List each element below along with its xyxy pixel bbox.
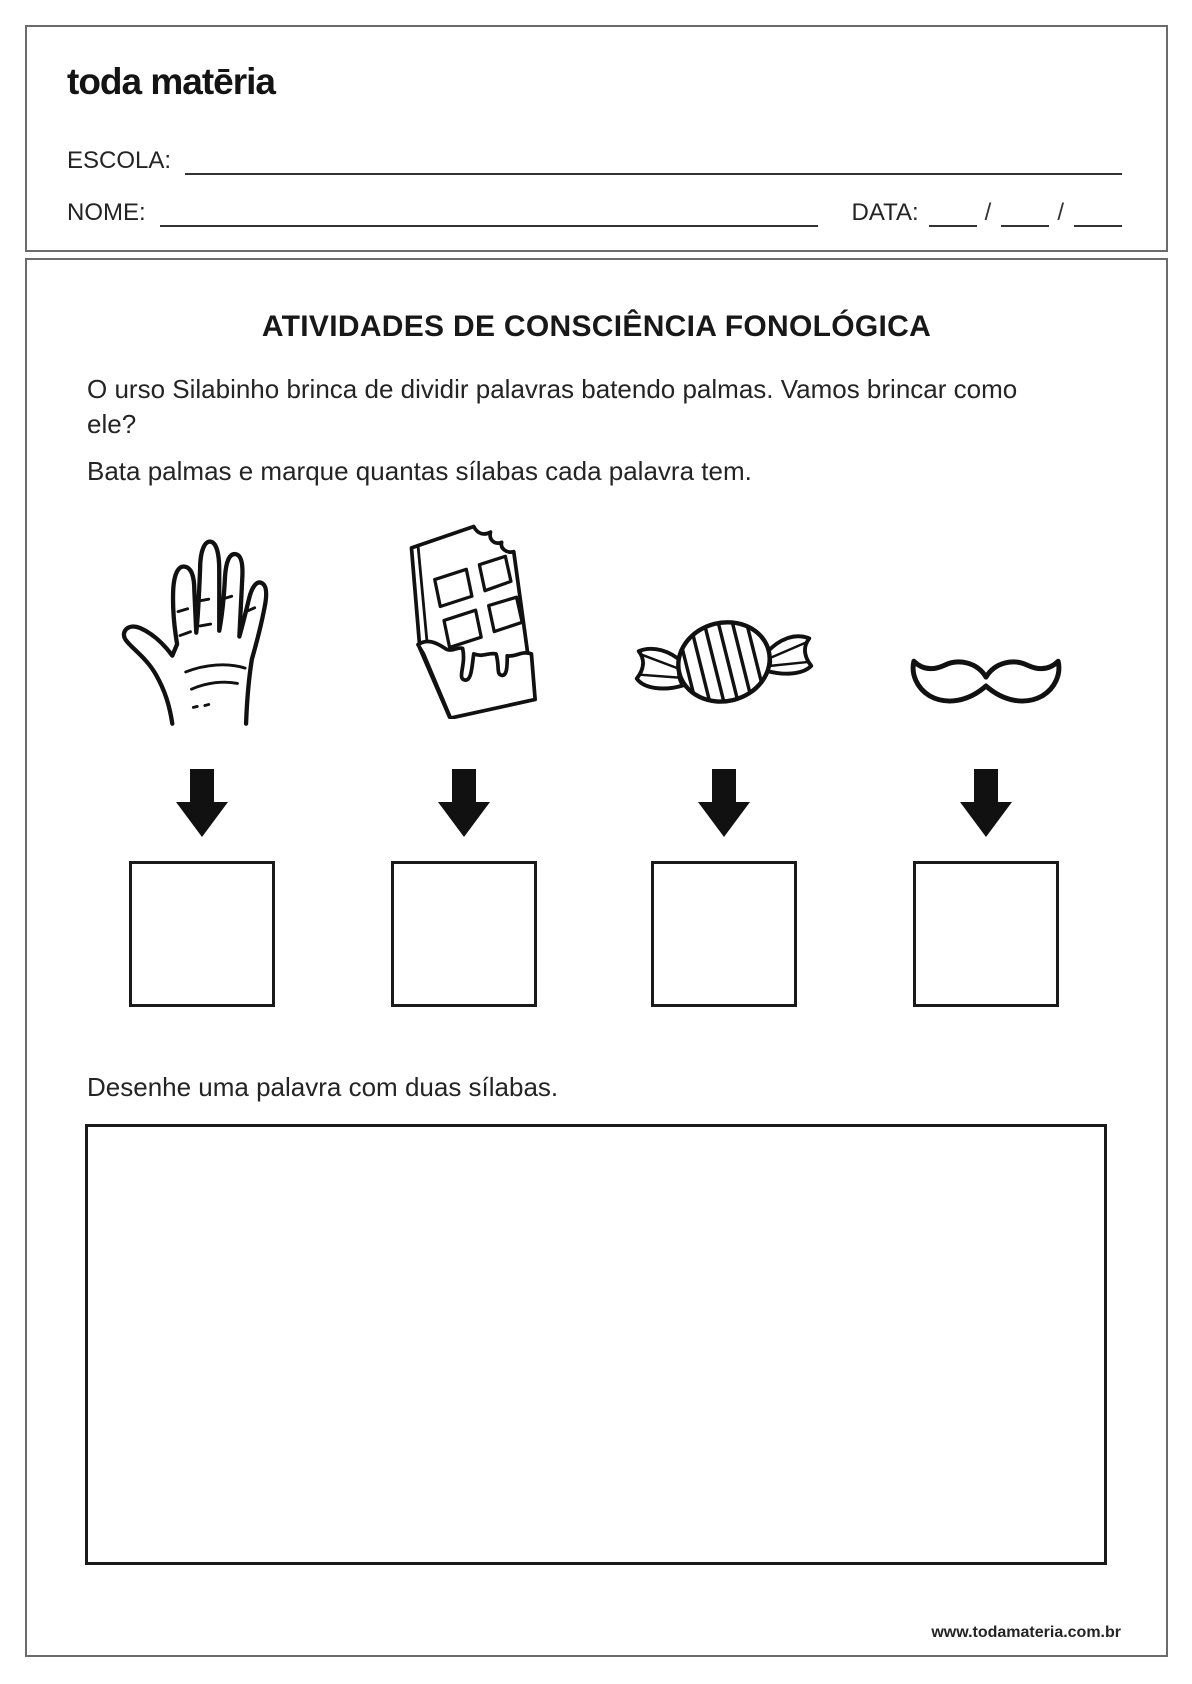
- item-column-candy: [604, 495, 844, 1015]
- date-label: DATA:: [851, 199, 919, 226]
- date-separator: /: [1057, 199, 1064, 226]
- down-arrow-icon: [438, 769, 490, 837]
- syllable-answer-box: [913, 861, 1059, 1007]
- date-month-blank: [1001, 197, 1049, 227]
- task-instruction: Bata palmas e marque quantas sílabas cada palavra tem.: [87, 456, 752, 486]
- header-box: [25, 25, 1168, 252]
- down-arrow-icon: [960, 769, 1012, 837]
- down-arrow-icon: [698, 769, 750, 837]
- intro-text: O urso Silabinho brinca de dividir palavras batendo palmas. Vamos brincar como ele?: [87, 374, 1018, 439]
- worksheet-box: [25, 258, 1168, 1657]
- item-column-mustache: [866, 495, 1106, 1015]
- date-year-blank: [1074, 197, 1122, 227]
- drawing-area-box: [85, 1124, 1107, 1565]
- footer-url: www.todamateria.com.br: [931, 1624, 1121, 1641]
- school-row: [67, 143, 1122, 175]
- name-label: NOME:: [67, 199, 146, 226]
- item-column-hand: [82, 495, 322, 1015]
- candy-icon: [626, 597, 822, 720]
- school-blank-line: [185, 145, 1122, 175]
- item-column-chocolate: [344, 495, 584, 1015]
- chocolate-bar-icon: [390, 507, 538, 719]
- date-separator: /: [984, 199, 992, 226]
- mustache-icon: [902, 655, 1070, 715]
- hand-icon: [111, 497, 293, 731]
- down-arrow-icon: [176, 769, 228, 837]
- school-label: ESCOLA:: [67, 147, 172, 174]
- syllable-answer-box: [651, 861, 797, 1007]
- page-title: ATIVIDADES DE CONSCIÊNCIA FONOLÓGICA: [261, 310, 932, 343]
- name-blank-line: [160, 197, 818, 227]
- brand-logo: toda matēria: [67, 61, 276, 102]
- draw-instruction: Desenhe uma palavra com duas sílabas.: [87, 1072, 559, 1102]
- date-day-blank: [929, 197, 977, 227]
- name-row: [67, 195, 1122, 227]
- syllable-answer-box: [129, 861, 275, 1007]
- syllable-answer-box: [391, 861, 537, 1007]
